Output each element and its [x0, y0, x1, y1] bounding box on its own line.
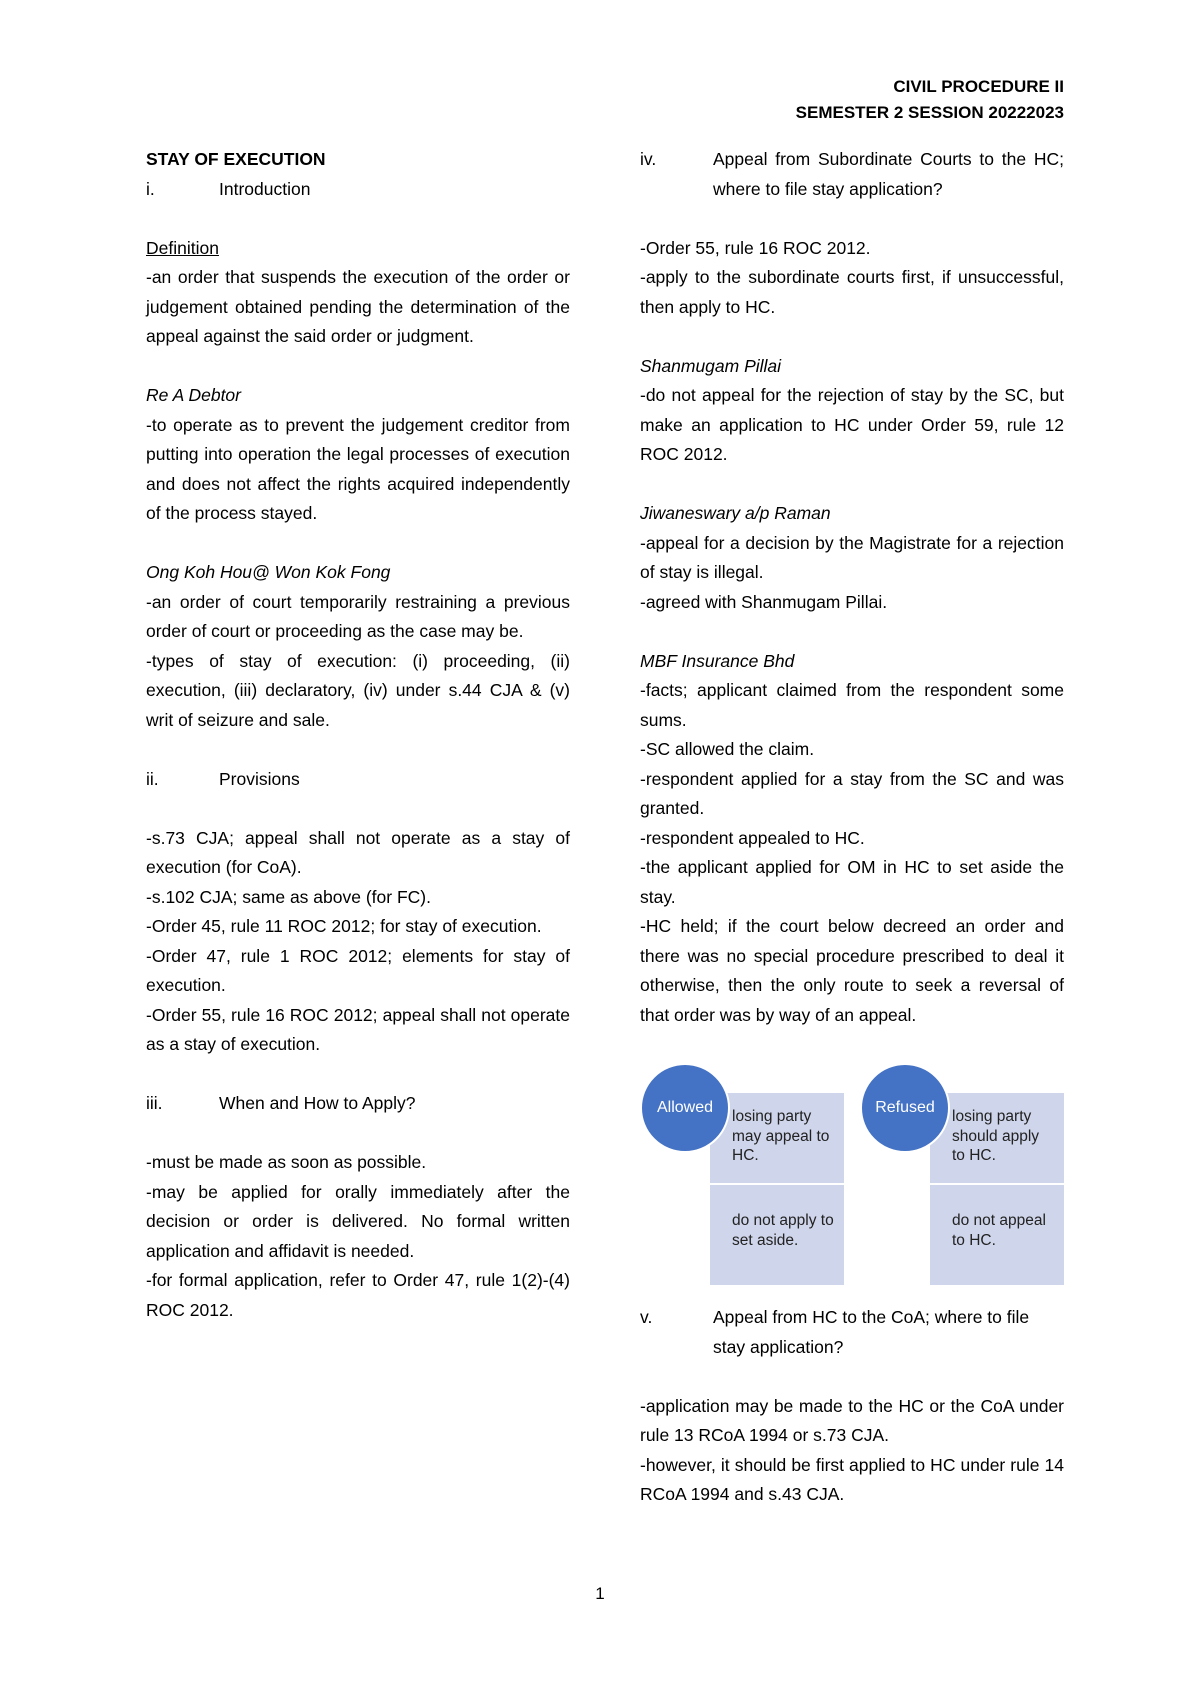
provision-item: -s.73 CJA; appeal shall not operate as a stay of execution (for CoA). [146, 827, 570, 877]
section-heading-hc-to-coa [640, 1303, 1064, 1362]
section-number: iv. [640, 149, 657, 169]
case-text: -SC allowed the claim. [640, 739, 815, 759]
refused-box-apply: losing party should apply to HC. [930, 1093, 1064, 1183]
case-name-shanmugam-pillai: Shanmugam Pillai [640, 355, 782, 376]
semester-session: SEMESTER 2 SESSION 20222023 [795, 103, 1064, 122]
section-number: v. [640, 1307, 653, 1327]
allowed-box-no-set-aside: do not apply to set aside. [710, 1185, 844, 1285]
section-title: Appeal from Subordinate Courts to the HC; where to file stay application? [713, 149, 1064, 199]
case-name-re-a-debtor: Re A Debtor [146, 385, 241, 405]
document-header [796, 74, 1064, 126]
section-heading-when-how [146, 1089, 570, 1119]
section-number: ii. [146, 768, 159, 789]
section-heading-introduction [146, 175, 570, 205]
case-text: -types of stay of execution: (i) proceeding, (ii) execution, (iii) declaratory, (iv) under s.44 CJA & (v) writ of seizure and sale. [146, 650, 570, 730]
section-title: Provisions [219, 768, 300, 789]
case-text: -respondent appealed to HC. [640, 827, 865, 848]
case-text: -respondent applied for a stay from the SC and was granted. [640, 768, 1064, 818]
case-text: -the applicant applied for OM in HC to set aside the stay. [640, 857, 1064, 907]
course-title: CIVIL PROCEDURE II [893, 77, 1064, 96]
section-text: -Order 55, rule 16 ROC 2012. [640, 237, 871, 258]
case-name-jiwaneswary: Jiwaneswary a/p Raman [640, 503, 831, 523]
apply-item: -may be applied for orally immediately after the decision or order is delivered. No formal written application and affidavit is needed. [146, 1181, 570, 1261]
section-title: When and How to Apply? [219, 1093, 416, 1113]
section-number: iii. [146, 1093, 163, 1113]
allowed-box-appeal: losing party may appeal to HC. [710, 1093, 844, 1183]
document-title: STAY OF EXECUTION [146, 149, 326, 169]
provision-item: -Order 47, rule 1 ROC 2012; elements for stay of execution. [146, 945, 570, 995]
right-column [640, 145, 1064, 1510]
allowed-circle: Allowed [640, 1063, 730, 1153]
case-text: -appeal for a decision by the Magistrate for a rejection of stay is illegal. [640, 532, 1064, 582]
provision-item: -s.102 CJA; same as above (for FC). [146, 886, 431, 907]
section-number: i. [146, 178, 155, 199]
provision-item: -Order 55, rule 16 ROC 2012; appeal shall not operate as a stay of execution. [146, 1004, 570, 1054]
section-text: -however, it should be first applied to HC under rule 14 RCoA 1994 and s.43 CJA. [640, 1454, 1064, 1504]
page-number: 1 [595, 1584, 605, 1603]
case-name-mbf-insurance: MBF Insurance Bhd [640, 650, 795, 671]
case-text: -HC held; if the court below decreed an order and there was no special procedure prescribed to deal it otherwise, then the only route to seek a reversal of that order was by way of an appeal. [640, 916, 1064, 1025]
refused-box-no-appeal: do not appeal to HC. [930, 1185, 1064, 1285]
case-text: -facts; applicant claimed from the respondent some sums. [640, 680, 1064, 730]
case-text: -an order of court temporarily restraining a previous order of court or proceeding as the case may be. [146, 591, 570, 641]
case-text: -agreed with Shanmugam Pillai. [640, 591, 888, 612]
case-name-ong-koh-hou: Ong Koh Hou@ Won Kok Fong [146, 562, 391, 582]
refused-circle: Refused [860, 1063, 950, 1153]
left-column [146, 145, 570, 1325]
apply-item: -must be made as soon as possible. [146, 1152, 427, 1172]
case-text: -to operate as to prevent the judgement creditor from putting into operation the legal processes of execution and does not affect the rights acquired independently of the process stayed. [146, 414, 570, 523]
section-heading-provisions [146, 765, 570, 795]
definition-text: -an order that suspends the execution of the order or judgement obtained pending the determination of the appeal against the said order or judgment. [146, 267, 570, 346]
section-text: -application may be made to the HC or the CoA under rule 13 RCoA 1994 or s.73 CJA. [640, 1395, 1064, 1445]
stay-outcome-diagram [640, 1063, 1064, 1285]
provision-item: -Order 45, rule 11 ROC 2012; for stay of execution. [146, 916, 542, 936]
section-title: Appeal from HC to the CoA; where to file stay application? [713, 1307, 1030, 1357]
section-title: Introduction [219, 178, 311, 199]
apply-item: -for formal application, refer to Order 47, rule 1(2)-(4) ROC 2012. [146, 1270, 570, 1320]
definition-heading: Definition [146, 237, 219, 258]
section-text: -apply to the subordinate courts first, if unsuccessful, then apply to HC. [640, 267, 1064, 317]
section-heading-subordinate-appeal [640, 145, 1064, 204]
case-text: -do not appeal for the rejection of stay by the SC, but make an application to HC under Order 59, rule 12 ROC 2012. [640, 385, 1064, 464]
